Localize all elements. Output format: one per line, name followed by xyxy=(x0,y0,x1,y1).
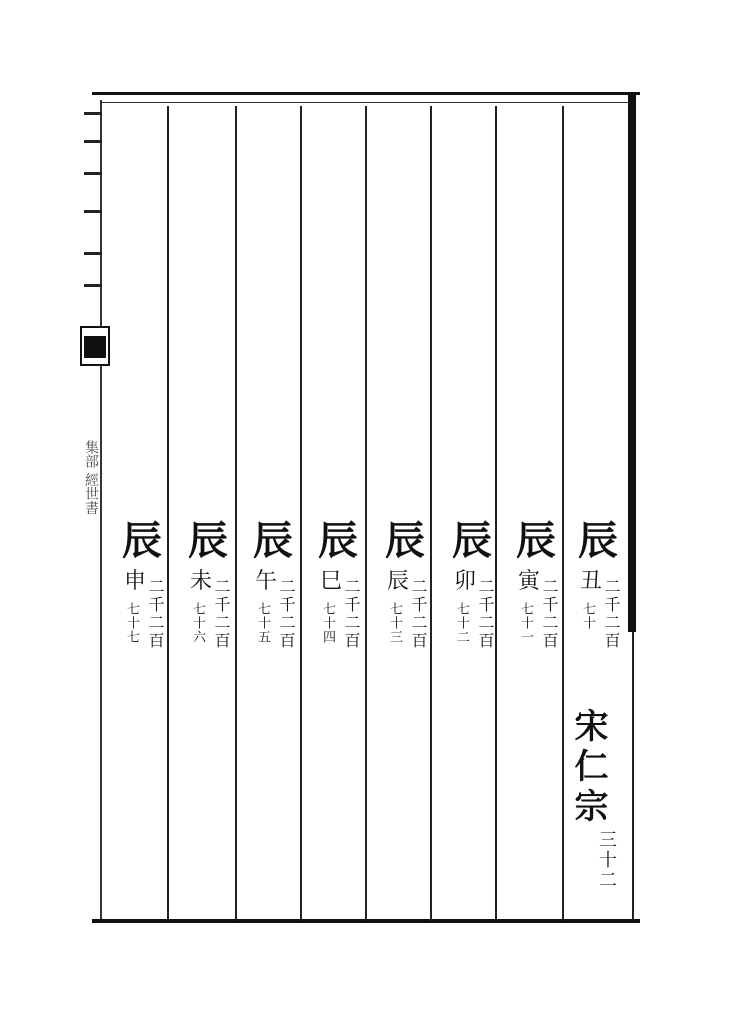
branch-char: 寅 xyxy=(518,569,541,594)
number-upper: 二千二百 xyxy=(277,578,296,650)
number-lower: 七十六 xyxy=(190,602,205,644)
branch-char: 辰 xyxy=(387,569,410,594)
number-lower: 七十三 xyxy=(387,602,402,644)
emperor-annotation: 宋仁宗 xyxy=(568,708,608,828)
stem-char: 辰 xyxy=(253,517,293,564)
branch-char: 卯 xyxy=(454,569,477,594)
number-lower: 七十四 xyxy=(320,602,335,644)
stem-char: 辰 xyxy=(452,517,492,564)
stem-char: 辰 xyxy=(516,517,556,564)
branch-char: 未 xyxy=(190,569,213,594)
number-upper: 二千二百 xyxy=(602,578,621,650)
stem-char: 辰 xyxy=(385,517,425,564)
branch-char: 午 xyxy=(255,569,278,594)
stem-char: 辰 xyxy=(318,517,358,564)
stem-char: 辰 xyxy=(188,517,228,564)
number-upper: 二千二百 xyxy=(146,578,165,650)
entry-column xyxy=(440,517,504,820)
margin-marks xyxy=(84,112,106,292)
number-upper: 二千二百 xyxy=(212,578,231,650)
frame-inner-top-rule xyxy=(102,102,632,103)
stem-char: 辰 xyxy=(578,517,618,564)
branch-char: 丑 xyxy=(580,569,603,594)
fishtail-mark xyxy=(80,326,110,366)
entry-column xyxy=(306,517,370,820)
stem-char: 辰 xyxy=(122,517,162,564)
branch-char: 申 xyxy=(124,569,147,594)
frame-right-thin-rule xyxy=(632,632,634,922)
number-lower: 七十五 xyxy=(255,602,270,644)
number-lower: 七十二 xyxy=(454,602,469,644)
number-upper: 二千二百 xyxy=(540,578,559,650)
entry-column xyxy=(241,517,305,820)
entry-column xyxy=(176,517,240,820)
number-lower: 七十 xyxy=(580,602,595,630)
number-lower: 七十七 xyxy=(124,602,139,644)
frame-top-rule xyxy=(92,92,640,95)
number-upper: 二千二百 xyxy=(342,578,361,650)
number-upper: 二千二百 xyxy=(409,578,428,650)
reign-number: 三十二 xyxy=(596,830,617,890)
number-upper: 二千二百 xyxy=(476,578,495,650)
margin-side-text: 集部 經世書 xyxy=(83,440,99,515)
entry-column xyxy=(504,517,568,820)
entry-column xyxy=(110,517,174,820)
entry-column xyxy=(373,517,437,820)
number-lower: 七十一 xyxy=(518,602,533,644)
branch-char: 巳 xyxy=(320,569,343,594)
